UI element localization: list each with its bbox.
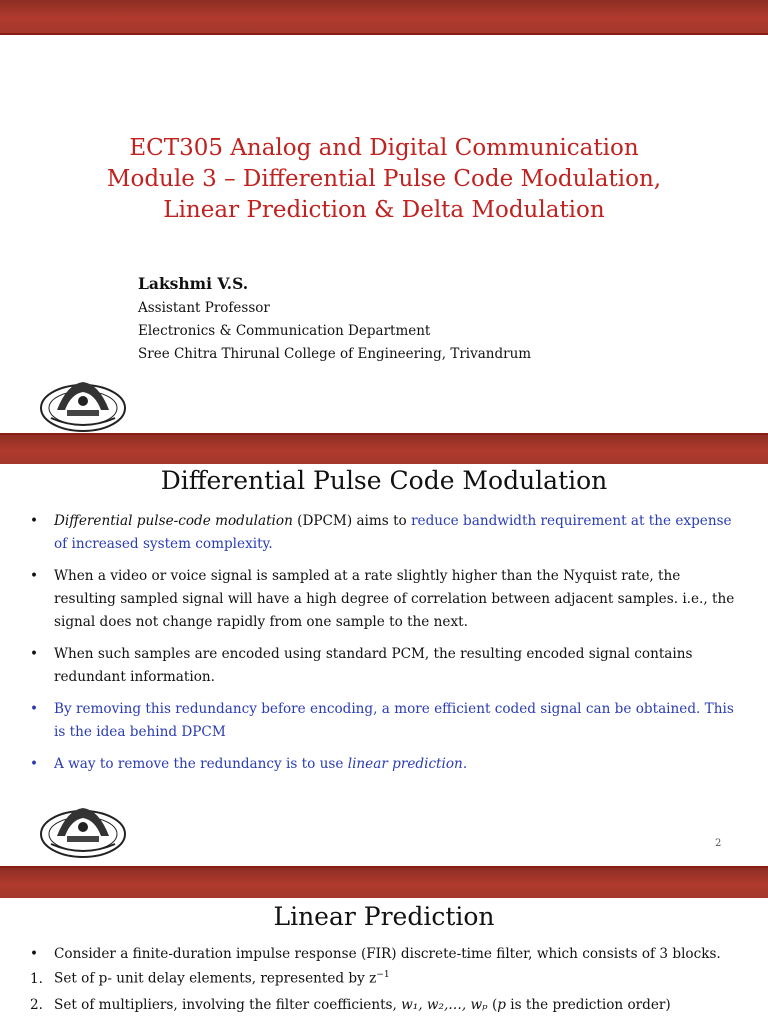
- list-item: [30, 565, 740, 634]
- band-underline-3: [0, 866, 768, 868]
- bullet-icon: •: [30, 513, 39, 529]
- slide1-title: [0, 133, 768, 226]
- paren-open: (: [487, 997, 498, 1013]
- bullet-icon: •: [30, 946, 39, 962]
- dpcm-text: (DPCM) aims to: [292, 513, 412, 529]
- fir-intro-text: Consider a finite-duration impulse response (FIR) discrete-time filter, which consists of 3 blocks.: [54, 946, 721, 962]
- header-band-1: [0, 0, 768, 33]
- list-item: [30, 753, 740, 776]
- item-text: Set of p- unit delay elements, represented by z: [54, 970, 377, 987]
- item-number: 1.: [30, 970, 43, 987]
- dpcm-highlight: reduce bandwidth requirement at the expense of increased system complexity.: [54, 513, 732, 552]
- bullet-end: .: [462, 756, 468, 772]
- list-item: [30, 970, 390, 987]
- bullet-icon: •: [30, 756, 39, 772]
- list-item: [30, 698, 740, 744]
- filter-coefficients: w₁, w₂,…, wₚ: [401, 997, 488, 1013]
- title-line-1: ECT305 Analog and Digital Communication: [129, 135, 639, 161]
- item-tail: is the prediction order): [505, 997, 671, 1013]
- bullet-text: By removing this redundancy before encoding, a more efficient coded signal can be obtained. This is the idea behind DPCM: [54, 701, 734, 740]
- title-line-3: Linear Prediction & Delta Modulation: [163, 197, 605, 223]
- bullet-text: A way to remove the redundancy is to use: [54, 756, 348, 772]
- bullet-text: When a video or voice signal is sampled at a rate slightly higher than the Nyquist rate, the resulting sampled signal will have a high degree of correlation between adjacent samples. i.e., the signal does not change rapidly from one sample to the next.: [54, 568, 735, 630]
- bullet-icon: •: [30, 646, 39, 662]
- bullet-icon: •: [30, 568, 39, 584]
- page-number: 2: [715, 838, 722, 849]
- list-item: [30, 510, 740, 556]
- college-emblem-icon: [37, 374, 129, 436]
- band-underline-1: [0, 33, 768, 35]
- item-superscript: −1: [376, 970, 390, 980]
- band-underline-2: [0, 433, 768, 435]
- affiliation-department: Electronics & Communication Department: [138, 323, 431, 339]
- header-band-2: [0, 435, 768, 464]
- dpcm-bullet-list: [30, 510, 740, 785]
- bullet-icon: •: [30, 701, 39, 717]
- item-text: Set of multipliers, involving the filter coefficients,: [54, 997, 402, 1013]
- prediction-order-symbol: p: [497, 997, 506, 1013]
- list-item: [30, 643, 740, 689]
- affiliation-college: Sree Chitra Thirunal College of Engineering, Trivandrum: [138, 346, 532, 362]
- fir-intro: [30, 946, 721, 962]
- college-emblem-icon: [37, 800, 129, 862]
- slide2-title: Differential Pulse Code Modulation: [160, 466, 608, 495]
- dpcm-term: Differential pulse-code modulation: [54, 513, 293, 529]
- header-band-3: [0, 868, 768, 898]
- bullet-text: When such samples are encoded using standard PCM, the resulting encoded signal contains redundant information.: [54, 646, 693, 685]
- item-number: 2.: [30, 997, 43, 1013]
- slide3-title: Linear Prediction: [273, 902, 495, 931]
- linear-prediction-term: linear prediction: [347, 756, 463, 772]
- author-name: Lakshmi V.S.: [138, 274, 249, 293]
- affiliation-title: Assistant Professor: [138, 300, 270, 316]
- list-item: [30, 997, 671, 1013]
- title-line-2: Module 3 – Differential Pulse Code Modulation,: [106, 166, 662, 192]
